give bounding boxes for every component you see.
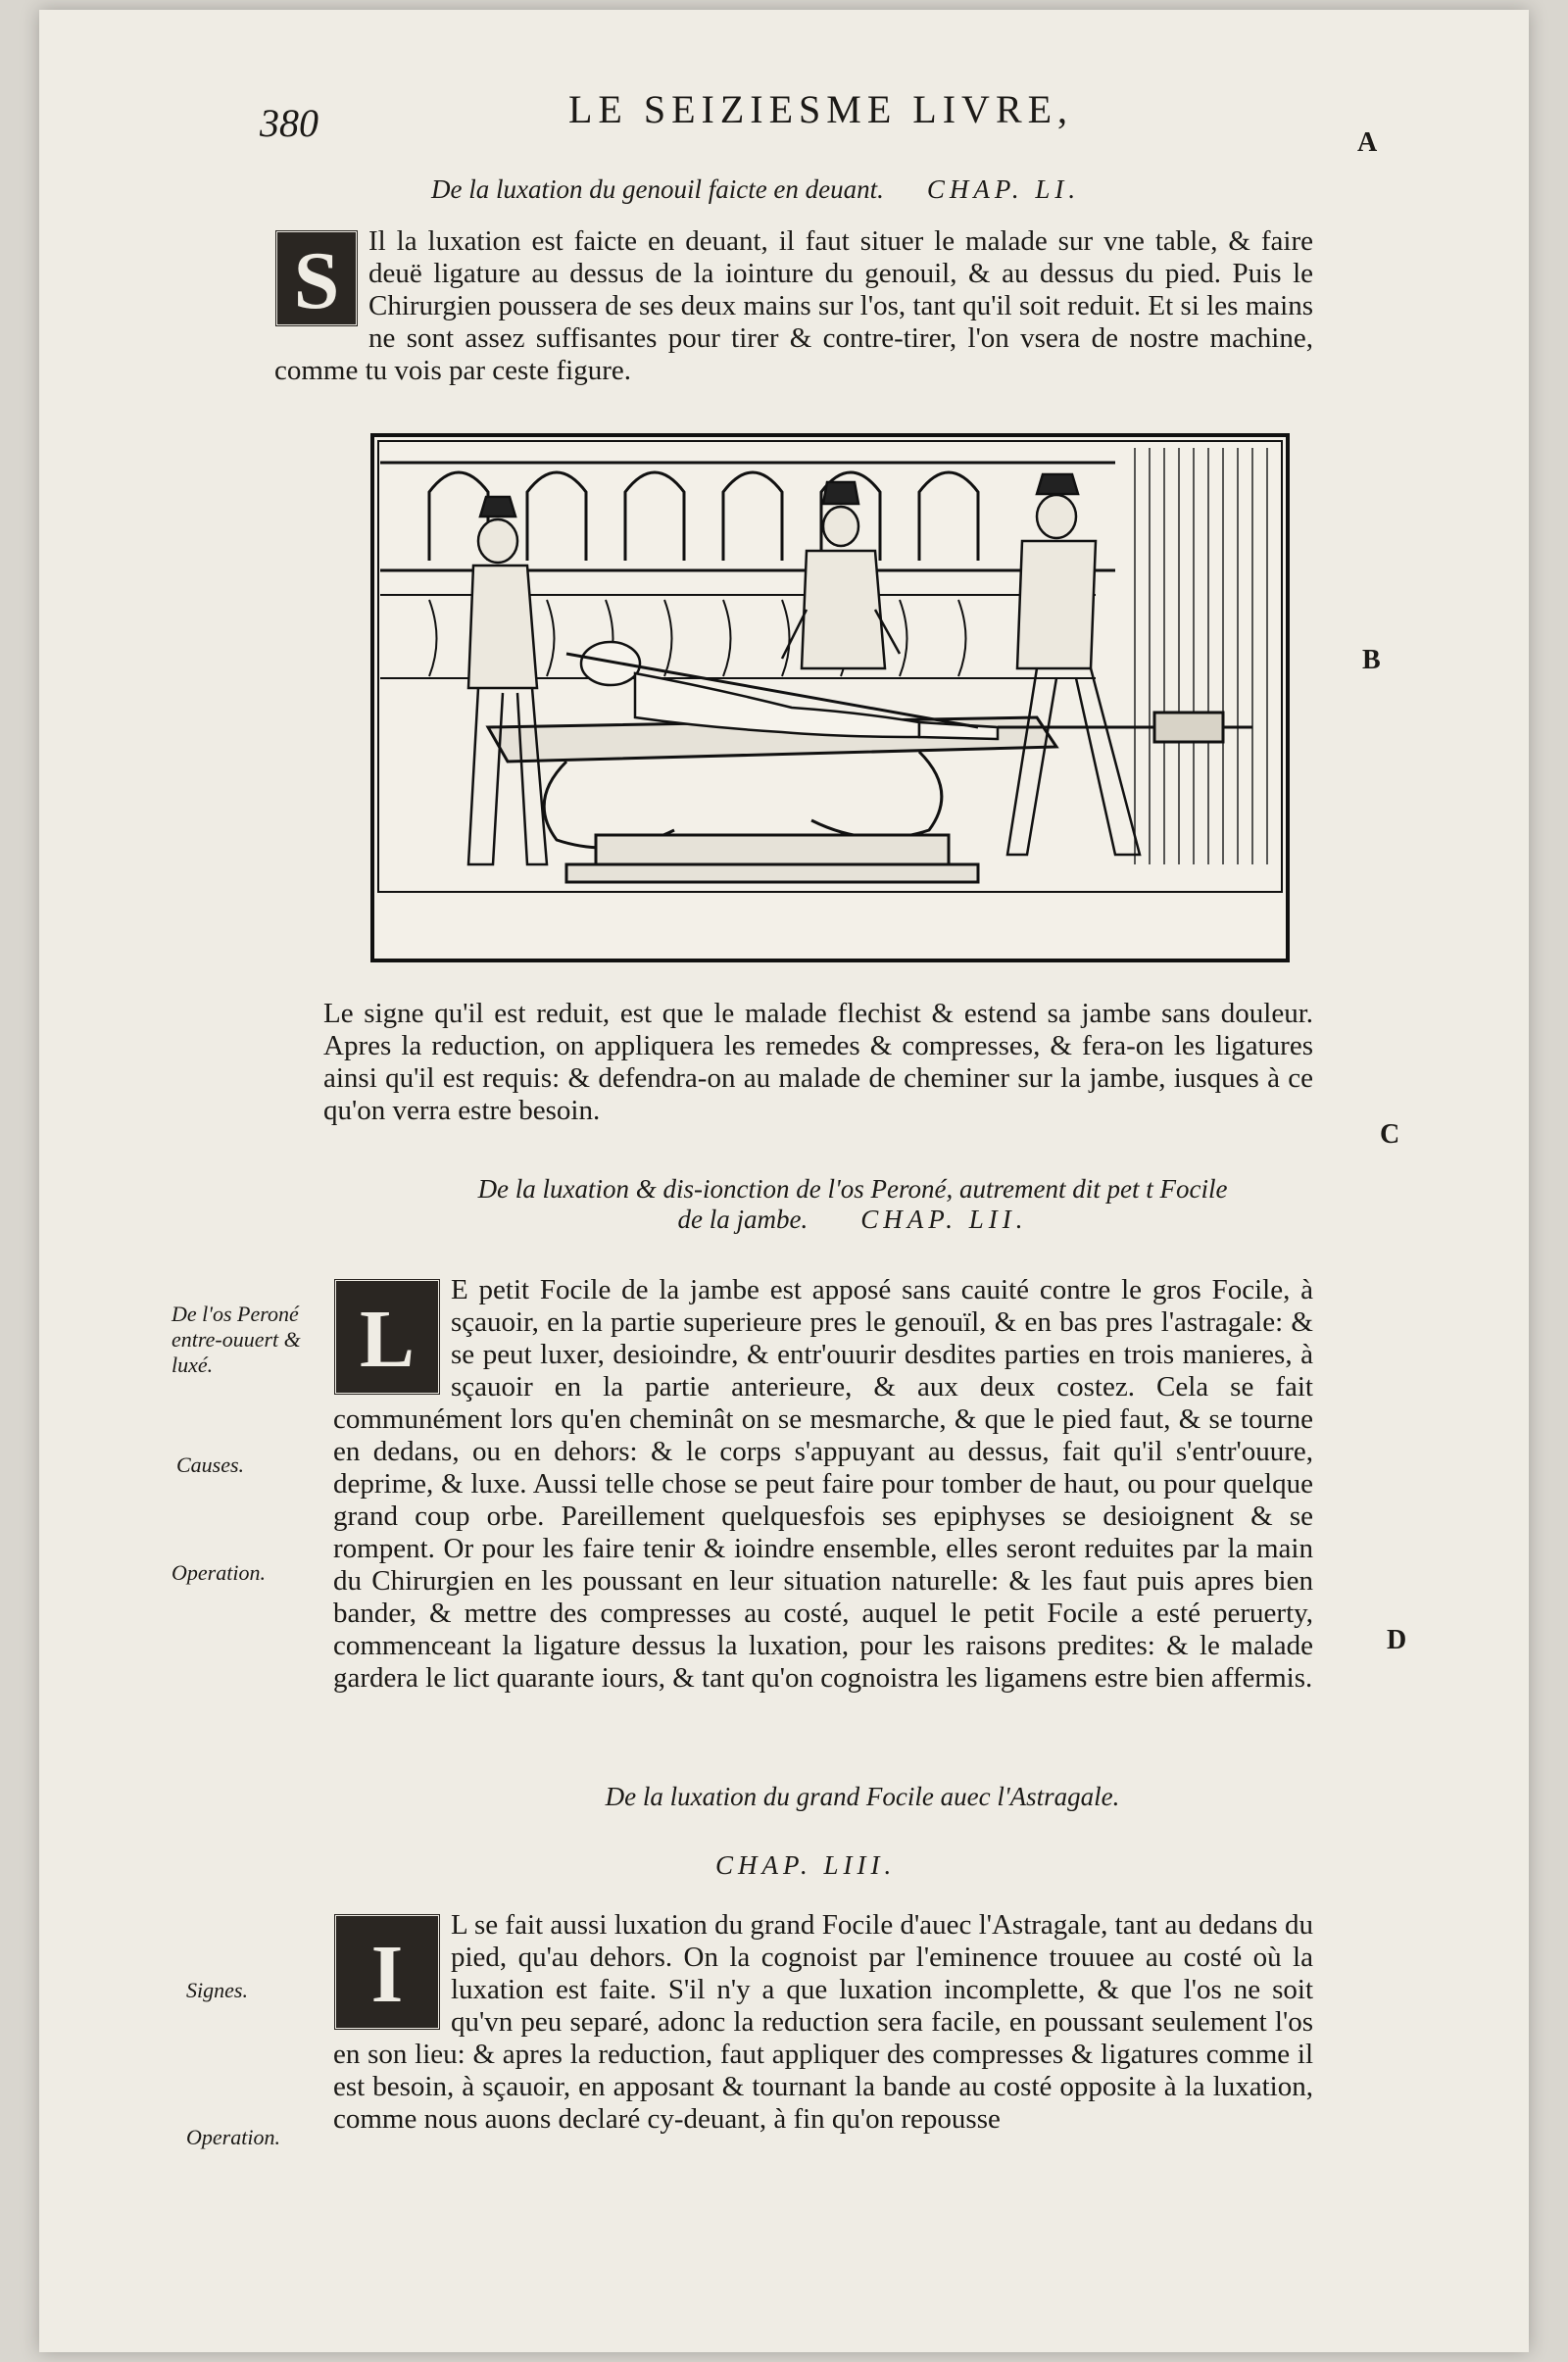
book-page <box>39 10 1529 2352</box>
chapter-51-title: De la luxation du genouil faicte en deuant. <box>431 174 884 204</box>
chapter-53-body <box>333 1909 1313 2136</box>
dropcap-l: L <box>333 1278 441 1396</box>
dropcap-i: I <box>333 1913 441 2031</box>
chapter-52-title-line1: De la luxation & dis-ionction de l'os Peroné, autrement dit pet t Focile <box>477 1174 1228 1204</box>
chapter-52-tag: CHAP. LII. <box>860 1205 1028 1234</box>
margin-letter-c: C <box>1380 1119 1400 1150</box>
chapter-51-tag: CHAP. LI. <box>926 174 1081 204</box>
margin-letter-a: A <box>1357 127 1378 158</box>
page-number: 380 <box>260 101 318 145</box>
chapter-51-after-text: Le signe qu'il est reduit, est que le malade flechist & estend sa jambe sans douleur. Apres la reduction, on appliquera les remedes & compresses, & fera-on les ligatures ainsi qu'il est requis: & defendra-on au malade de cheminer sur la jambe, iusques à ce qu'on verra estre besoin. <box>323 998 1313 1126</box>
side-note-operation: Operation. <box>172 1560 266 1585</box>
side-note-operation-2: Operation. <box>186 2125 280 2149</box>
dropcap-s: S <box>274 229 359 327</box>
chapter-52-heading <box>412 1174 1294 1235</box>
chapter-51-body <box>274 225 1313 387</box>
chapter-51-after-figure <box>323 998 1313 1127</box>
chapter-51-text: Il la luxation est faicte en deuant, il faut situer le malade sur vne table, & faire deuë ligature au dessus de la iointure du genouil, & au dessus du pied. Puis le Chirurgien poussera de ses deux mains sur l'os, tant qu'il soit reduit. Et si les mains ne sont assez suffisantes pour tirer & contre-tirer, l'on vsera de nostre machine, comme tu vois par ceste figure. <box>274 225 1313 386</box>
margin-letter-b: B <box>1362 645 1381 675</box>
side-note-peroné: De l'os Peroné entre-ouuert & luxé. <box>172 1302 301 1377</box>
chapter-53-title: De la luxation du grand Focile auec l'Astragale. <box>605 1782 1120 1811</box>
chapter-52-text: E petit Focile de la jambe est apposé sans cauité contre le gros Focile, à sçauoir, en la partie superieure pres le genouïl, & en bas pres l'astragale: & se peut luxer, desioindre, & entr'ouurir desdites parties en trois manieres, à sçauoir en la partie anterieure, & aux deux costez. Cela se fait communément lors qu'en cheminât on se mesmarche, & que le pied faut, & se tourne en dedans, ou en dehors: & le corps s'appuyant au dessus, fait qu'il s'entr'ouure, deprime, & luxe. Aussi telle chose se peut faire pour tomber de haut, ou pour quelque grand coup orbe. Pareillement quelquesfois ses epiphyses se desioignent & se rompent. Or pour les faire tenir & ioindre ensemble, elles seront reduites par la main du Chirurgien en les poussant en leur situation naturelle: & les faut puis apres bien bander, & mettre des compresses au costé, auquel le petit Focile a esté peruerty, commenceant la ligature dessus la luxation, pour les raisons predites: & le malade gardera le lict quarante iours, & tant qu'on cognoistra les ligamens estre bien affermis. <box>333 1274 1313 1694</box>
chapter-52-title-line2: de la jambe. <box>677 1205 808 1234</box>
chapter-52-body <box>333 1274 1313 1695</box>
running-title: LE SEIZIESME LIVRE, <box>568 87 1074 131</box>
margin-letter-d: D <box>1387 1625 1407 1655</box>
chapter-53-text: L se fait aussi luxation du grand Focile d'auec l'Astragale, tant au dedans du pied, qu'au dehors. On la cognoist par l'eminence trouuee au costé où la luxation est faite. S'il n'y a que luxation incomplette, & que l'os ne soit qu'vn peu separé, adonc la reduction sera facile, en poussant seulement l'os en son lieu: & apres la reduction, faut appliquer des compresses & ligatures comme il est besoin, à sçauoir, en apposant & tournant la bande au costé opposite à la luxation, comme nous auons declaré cy-deuant, à fin qu'on repousse <box>333 1909 1313 2135</box>
side-note-causes: Causes. <box>176 1452 245 1477</box>
woodcut-illustration <box>370 433 1290 962</box>
chapter-53-tag: CHAP. LIII. <box>715 1850 897 1880</box>
chapter-51-heading <box>431 174 1313 205</box>
side-note-signes: Signes. <box>186 1978 248 2002</box>
